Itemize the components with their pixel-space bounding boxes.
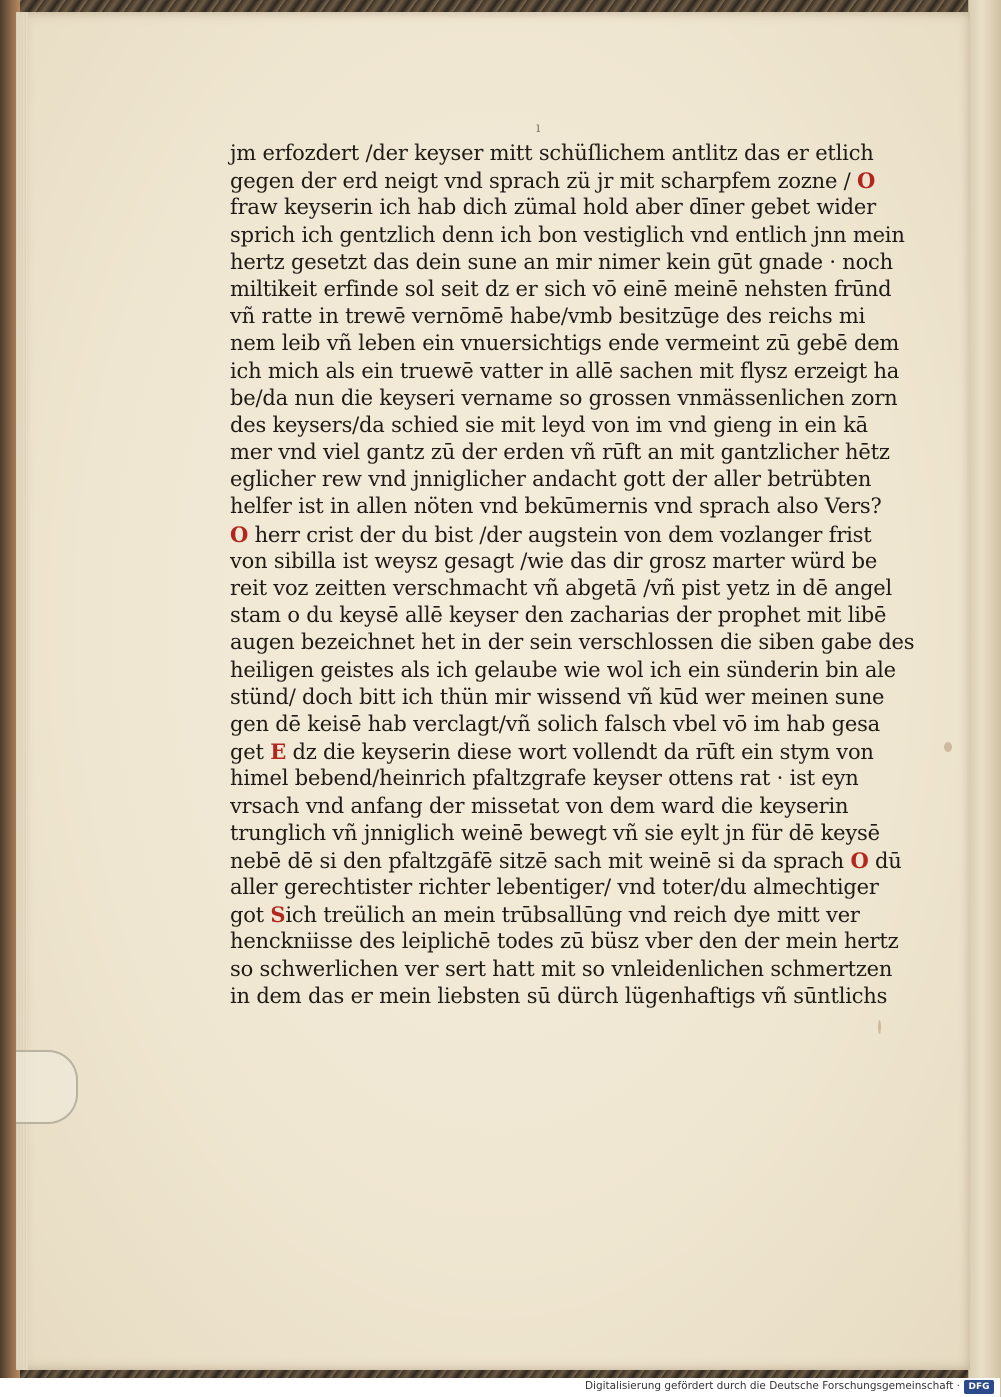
line-text: eglicher rew vnd jnniglicher andacht gott der aller betrübten [230,467,872,492]
line-text: ich mich als ein truewē vatter in allē sachen mit flysz erzeigt ha [230,358,900,383]
text-block [230,140,915,1010]
line-text: vrsach vnd anfang der missetat von dem ward die keyserin [230,793,849,818]
text-line [230,765,860,792]
line-text: hertz gesetzt das dein sune an mir nimer kein gūt gnade · noch [230,249,893,274]
line-text: helfer ist in allen nöten vnd bekūmernis vnd sprach also Vers? [230,494,882,519]
page-mark: ı [536,120,541,136]
footer-credit: Digitalisierung gefördert durch die Deutsche Forschungsgemeinschaft · [584,1380,960,1392]
line-text: ich treülich an mein trūbsallūng vnd reich dye mitt ver [285,903,860,928]
text-line [230,657,896,684]
line-text: nem leib vñ leben ein vnuersichtigs ende vermeint zū gebē dem [230,331,900,356]
text-line [230,140,874,167]
text-line [230,385,898,412]
line-text: gen dē keisē hab verclagt/vñ solich falsch vbel vō im hab gesa [230,711,880,736]
line-text: got [230,903,271,928]
line-text: trunglich vñ jnniglich weinē bewegt vñ sie eylt jn für dē keysē [230,820,880,845]
text-line [230,521,872,548]
page-edge-stack [16,12,28,1370]
text-line [230,602,887,629]
line-text: dz die keyserin diese wort vollendt da rūft ein stym von [286,740,874,765]
text-line [230,249,893,276]
right-board-edge [968,0,1001,1397]
text-line [230,711,880,738]
line-text: stünd/ doch bitt ich thün mir wissend vñ kūd wer meinen sune [230,684,885,709]
text-line [230,956,893,983]
line-text: sprich ich gentzlich denn ich bon vestiglich vnd entlich jnn mein [230,222,905,247]
line-text: vñ ratte in trewē vernōmē habe/vmb besitzūge des reichs mi [230,304,866,329]
line-text: fraw keyserin ich hab dich zümal hold aber dīner gebet wider [230,195,876,220]
text-line [230,793,860,820]
text-line [230,684,885,711]
line-text: miltikeit erfinde sol seit dz er sich vō einē meinē nehsten frūnd [230,276,892,301]
rubric-initial: E [270,739,286,765]
line-text: dū [868,848,902,873]
text-line [230,629,915,656]
line-text: get [230,740,271,765]
text-line [230,276,892,303]
text-line [230,548,878,575]
text-line [230,983,888,1010]
ink-stain [878,1020,881,1034]
line-text: von sibilla ist weysz gesagt /wie das dir grosz marter würd be [230,548,878,573]
text-line [230,194,876,221]
line-text: reit voz zeitten verschmacht vñ abgetā /vñ pist yetz in dē angel [230,576,892,600]
text-line [230,466,872,493]
line-text: aller gerechtister richter lebentiger/ vnd toter/du almechtiger [230,875,879,900]
footer-bar [0,1378,1000,1397]
rubric-initial: S [270,902,286,928]
text-line [230,928,899,955]
text-line [230,412,868,439]
rubric-initial: O [230,521,249,547]
line-text: mer vnd viel gantz zū der erden vñ rūft an mit gantzlicher hētz [230,440,890,465]
rubric-initial: O [857,168,876,194]
line-text: himel bebend/heinrich pfaltzgrafe keyser ottens rat · ist eyn [230,766,859,791]
text-line [230,303,866,330]
line-text: augen bezeichnet het in der sein verschlossen die siben gabe des [230,630,915,655]
text-line [230,330,900,357]
line-text: henckniisse des leiplichē todes zū büsz vber den der mein hertz [230,929,899,954]
line-text: heiligen geistes als ich gelaube wie wol ich ein sünderin bin ale [230,657,896,682]
line-text: herr crist der du bist /der augstein von dem vozlanger frist [248,522,872,547]
text-line [230,575,892,602]
text-line [230,874,879,901]
text-line [230,738,874,765]
text-line [230,167,876,194]
ink-stain [944,742,952,752]
text-line [230,820,880,847]
text-line [230,847,902,874]
text-line [230,358,900,385]
line-text: be/da nun die keyseri vername so grossen vnmässenlichen zorn [230,385,898,410]
text-line [230,439,890,466]
line-text: nebē dē si den pfaltzgāfē sitzē sach mit weinē si da sprach [230,848,851,873]
line-text: stam o du keysē allē keyser den zacharias der prophet mit libē [230,603,887,628]
text-line [230,901,860,928]
text-line [230,222,905,249]
line-text: jm erfozdert /der keyser mitt schüſlichem antlitz das er etlich [230,141,874,165]
page-clip [16,1050,78,1124]
line-text: gegen der erd neigt vnd sprach zü jr mit scharpfem zozne / [230,169,858,194]
line-text: in dem das er mein liebsten sū dürch lügenhaftigs vñ sūntlichs [230,983,888,1008]
dfg-logo-icon: DFG [964,1380,994,1394]
line-text: so schwerlichen ver sert hatt mit so vnleidenlichen schmertzen [230,956,893,981]
line-text: des keysers/da schied sie mit leyd von im vnd gieng in ein kā [230,412,868,437]
rubric-initial: O [850,847,869,873]
text-line [230,493,882,520]
